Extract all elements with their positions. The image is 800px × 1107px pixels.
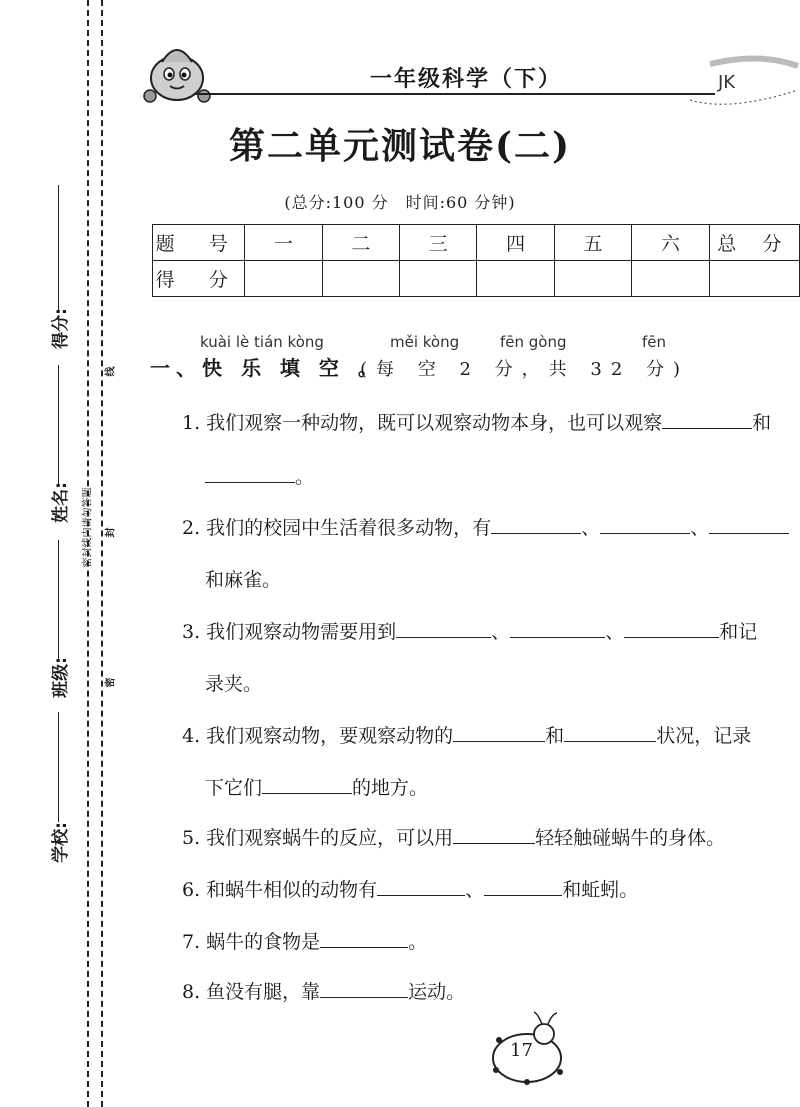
page-number: 17 (510, 1040, 533, 1061)
q7-text: 。 (408, 931, 428, 953)
answer-blank[interactable] (564, 723, 656, 742)
score-cell[interactable] (245, 261, 322, 297)
q2-text: 和麻雀。 (205, 569, 282, 591)
score-label: 得分: (50, 308, 71, 349)
q3-text: 录夹。 (205, 673, 263, 695)
answer-blank[interactable] (320, 929, 408, 948)
score-cell[interactable] (400, 261, 477, 297)
q4-text: 4. 我们观察动物，要观察动物的 (182, 725, 454, 747)
answer-blank[interactable] (262, 775, 352, 794)
question-6 (182, 875, 638, 902)
answer-blank[interactable] (600, 515, 690, 534)
q4-text: 下它们 (205, 777, 263, 799)
q6-text: 6. 和蜗牛相似的动物有 (182, 879, 378, 901)
answer-blank[interactable] (205, 464, 295, 483)
question-3-line-1 (182, 617, 757, 644)
q4-text: 的地方。 (352, 777, 429, 799)
col-total: 总 分 (709, 225, 799, 261)
seal-note: 密封线内请勿答题 (82, 487, 94, 568)
school-label: 学校: (50, 822, 71, 863)
answer-blank[interactable] (510, 619, 605, 638)
q2-text: 、 (581, 517, 601, 539)
pinyin-meikong: měi kòng (390, 333, 460, 351)
q6-text: 、 (465, 879, 485, 901)
answer-blank[interactable] (453, 825, 535, 844)
section-score-note: (每 空 2 分，共 32 分) (360, 359, 690, 380)
class-label: 班级: (50, 657, 71, 698)
q5-text: 5. 我们观察蜗牛的反应，可以用 (182, 827, 454, 849)
answer-blank[interactable] (484, 877, 562, 896)
q1-text: 。 (295, 466, 315, 488)
q3-text: 、 (491, 621, 511, 643)
q6-text: 和蚯蚓。 (562, 879, 639, 901)
school-write-line (58, 712, 59, 822)
answer-blank[interactable] (320, 979, 408, 998)
question-1-line-2 (205, 462, 314, 489)
name-write-line (58, 365, 59, 485)
pinyin-kuaile-tiankong: kuài lè tián kòng (200, 333, 324, 351)
answer-blank[interactable] (662, 410, 752, 429)
score-cell[interactable] (477, 261, 554, 297)
question-4-line-2 (205, 773, 428, 800)
q7-text: 7. 蜗牛的食物是 (182, 931, 321, 953)
q3-text: 和记 (719, 621, 758, 643)
q8-text: 8. 鱼没有腿，靠 (182, 981, 321, 1003)
question-3-line-2 (205, 669, 262, 696)
q3-text: 、 (605, 621, 625, 643)
score-cell[interactable] (554, 261, 631, 297)
exam-meta: (总分:100 分 时间:60 分钟) (284, 193, 516, 212)
section-heading: 一、快 乐 填 空 。 (150, 356, 384, 380)
score-cell[interactable] (322, 261, 399, 297)
q1-text: 1. 我们观察一种动物，既可以观察动物本身，也可以观察 (182, 412, 663, 434)
answer-blank[interactable] (491, 515, 581, 534)
score-table-row (153, 261, 800, 297)
question-7 (182, 927, 427, 954)
col-3: 三 (400, 225, 477, 261)
q3-text: 3. 我们观察动物需要用到 (182, 621, 397, 643)
q4-text: 和 (545, 725, 565, 747)
question-1-line-1 (182, 408, 771, 435)
header-rule (195, 93, 715, 95)
q8-text: 运动。 (408, 981, 466, 1003)
pinyin-fen-gong: fēn gòng (500, 333, 567, 351)
row-header-score: 得 分 (153, 261, 245, 297)
series-title: 一年级科学（下） (370, 67, 563, 92)
q2-text: 2. 我们的校园中生活着很多动物，有 (182, 517, 492, 539)
q2-text: 、 (690, 517, 710, 539)
seal-feng-char: 封 (105, 527, 117, 538)
col-5: 五 (554, 225, 631, 261)
seal-mi-char: 密 (105, 677, 117, 688)
pinyin-fen: fēn (642, 333, 667, 351)
answer-blank[interactable] (624, 619, 719, 638)
row-header-question-no: 题 号 (153, 225, 245, 261)
score-table (152, 224, 800, 297)
col-1: 一 (245, 225, 322, 261)
q4-text: 状况，记录 (656, 725, 752, 747)
question-5 (182, 823, 725, 850)
question-4-line-1 (182, 721, 751, 748)
score-cell[interactable] (632, 261, 709, 297)
mascot-logo (140, 38, 215, 106)
page-title: 第二单元测试卷(二) (228, 125, 572, 167)
question-2-line-2 (205, 565, 281, 592)
question-8 (182, 977, 465, 1004)
col-4: 四 (477, 225, 554, 261)
edition-tag-swirl (680, 52, 800, 112)
q1-text: 和 (752, 412, 772, 434)
answer-blank[interactable] (377, 877, 465, 896)
seal-line-char: 线 (105, 366, 117, 377)
name-label: 姓名: (50, 482, 71, 523)
q5-text: 轻轻触碰蜗牛的身体。 (535, 827, 726, 849)
score-cell-total[interactable] (709, 261, 799, 297)
col-2: 二 (322, 225, 399, 261)
score-table-row (153, 225, 800, 261)
class-write-line (58, 540, 59, 660)
edition-code: JK (718, 72, 736, 93)
answer-blank[interactable] (453, 723, 545, 742)
question-2-line-1 (182, 513, 789, 540)
answer-blank[interactable] (396, 619, 491, 638)
answer-blank[interactable] (709, 515, 789, 534)
col-6: 六 (632, 225, 709, 261)
